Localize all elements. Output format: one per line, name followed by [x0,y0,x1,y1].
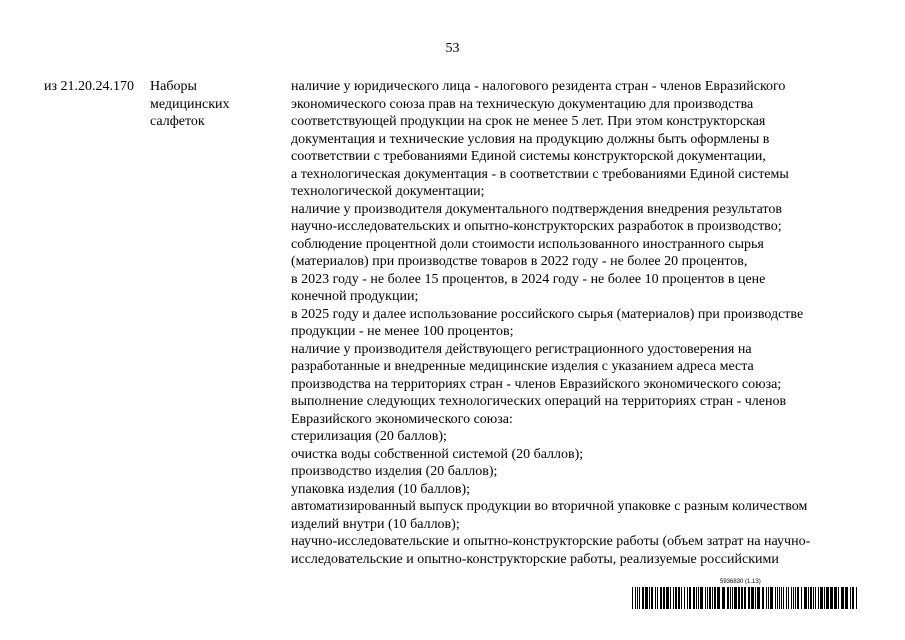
requirements-text [291,78,866,568]
requirement-line: наличие у производителя документального подтверждения внедрения результатов [291,201,782,217]
requirement-line: Евразийского экономического союза: [291,411,513,427]
product-name [150,78,270,131]
requirement-line: упаковка изделия (10 баллов); [291,481,470,497]
product-name-line: медицинских [150,96,230,112]
requirement-line: научно-исследовательские и опытно-конструкторские работы (объем затрат на научно- [291,534,811,549]
requirement-line: очистка воды собственной системой (20 баллов); [291,446,584,462]
okpd-code: из 21.20.24.170 [44,79,135,94]
requirement-line: соблюдение процентной доли стоимости использованного иностранного сырья [291,236,764,252]
requirement-line: конечной продукции; [291,289,419,304]
document-code: 5936830 (1.13) [720,579,761,585]
requirement-line: а технологическая документация - в соответствии с требованиями Единой системы [291,166,789,182]
requirement-line: научно-исследовательских и опытно-конструкторских разработок в производство; [291,219,782,234]
requirement-line: исследовательские и опытно-конструкторские работы, реализуемые российскими [291,551,779,567]
requirement-line: разработанные и внедренные медицинские изделия с указанием адреса места [291,359,754,374]
requirement-line: экономического союза прав на техническую документацию для производства [291,96,754,112]
requirement-line: технологической документации; [291,184,485,199]
requirement-line: в 2023 году - не более 15 процентов, в 2024 году - не более 10 процентов в цене [291,271,766,287]
barcode-icon [632,587,857,609]
requirement-line: документация и технические условия на продукцию должны быть оформлены в [291,131,770,147]
requirement-line: производство изделия (20 баллов); [291,464,498,479]
page-number: 53 [445,41,460,56]
requirement-line: стерилизация (20 баллов); [291,429,447,444]
product-name-line: салфеток [150,114,205,129]
requirement-line: изделий внутри (10 баллов); [291,516,460,532]
requirement-line: продукции - не менее 100 процентов; [291,324,514,339]
requirement-line: производства на территориях стран - членов Евразийского экономического союза; [291,376,782,392]
requirement-line: выполнение следующих технологических операций на территориях стран - членов [291,394,787,409]
requirement-line: (материалов) при производстве товаров в 2022 году - не более 20 процентов, [291,254,748,269]
requirement-line: соответствии с требованиями Единой системы конструкторской документации, [291,149,766,164]
requirement-line: соответствующей продукции на срок не менее 5 лет. При этом конструкторская [291,114,766,129]
requirement-line: наличие у юридического лица - налогового резидента стран - членов Евразийского [291,79,786,94]
requirement-line: наличие у производителя действующего регистрационного удостоверения на [291,341,752,357]
requirement-line: автоматизированный выпуск продукции во вторичной упаковке с разным количеством [291,499,808,514]
product-name-line: Наборы [150,79,197,94]
requirement-line: в 2025 году и далее использование российского сырья (материалов) при производстве [291,306,804,322]
